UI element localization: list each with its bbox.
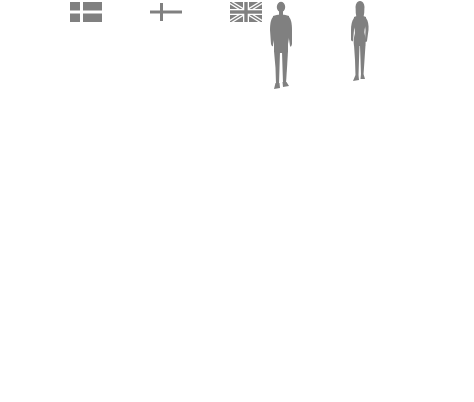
- male-silhouette-icon: [267, 0, 295, 90]
- uk-flag-icon[interactable]: [230, 2, 262, 22]
- female-silhouette-icon: [346, 0, 372, 82]
- denmark-flag-icon[interactable]: [70, 2, 102, 22]
- finland-flag-icon[interactable]: [150, 2, 182, 22]
